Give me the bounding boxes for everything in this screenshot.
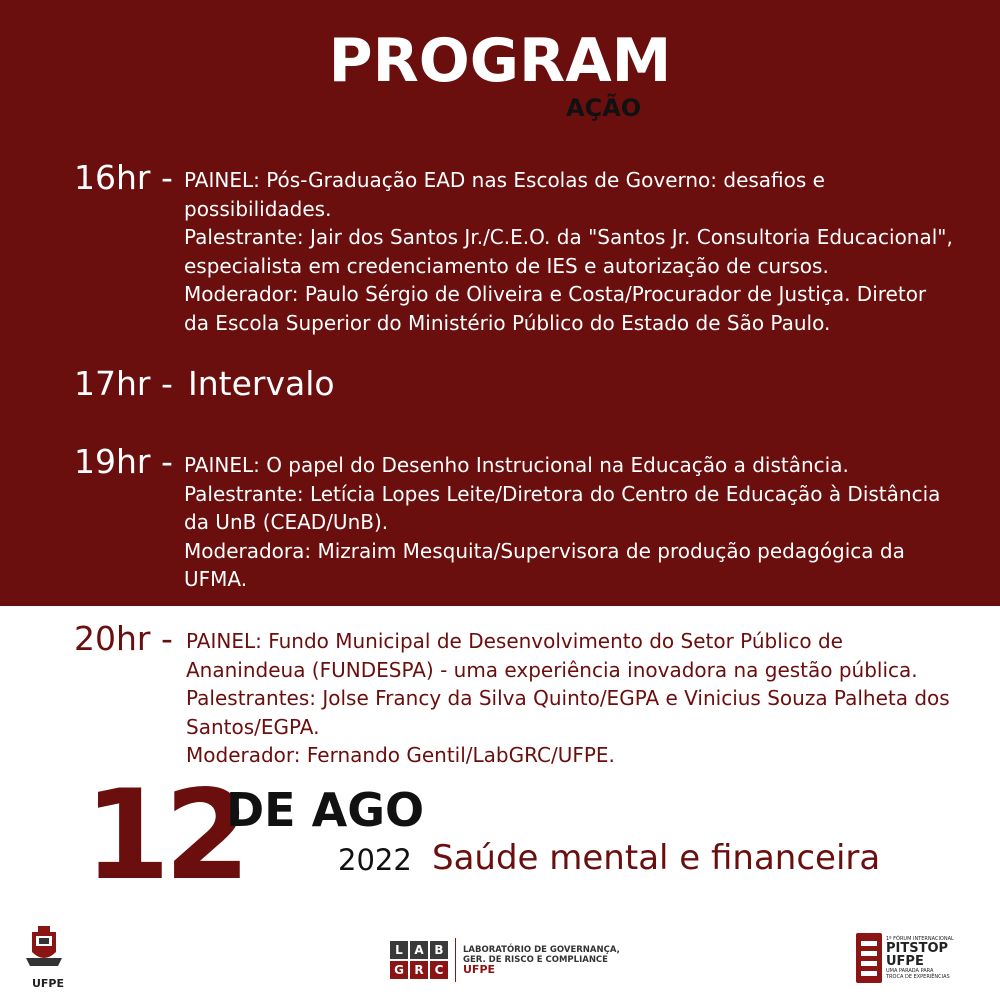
labgrc-line: GER. DE RISCO E COMPLIANCE <box>463 955 608 965</box>
labgrc-cell: R <box>410 961 428 979</box>
slot-time-16: 16hr - <box>74 158 173 197</box>
ufpe-logo-label: UFPE <box>31 977 65 990</box>
page-subtitle: AÇÃO <box>566 94 642 122</box>
slot-line: PAINEL: Fundo Municipal de Desenvolvimento do Setor Público de <box>186 629 843 653</box>
labgrc-text <box>463 945 620 975</box>
slot-line: Palestrantes: Jolse Francy da Silva Quinto/EGPA e Vinicius Souza Palheta dos <box>186 686 950 710</box>
labgrc-cell: C <box>430 961 448 979</box>
slot-time-20: 20hr - <box>74 619 173 658</box>
date-day: 12 <box>84 764 245 908</box>
slot-description-16 <box>184 166 953 337</box>
labgrc-cell: A <box>410 941 428 959</box>
labgrc-line: LABORATÓRIO DE GOVERNANÇA, <box>463 945 620 955</box>
event-theme: Saúde mental e financeira <box>432 838 881 878</box>
pitstop-mark-icon <box>856 933 882 983</box>
slot-line: Palestrante: Jair dos Santos Jr./C.E.O. da "Santos Jr. Consultoria Educacional", <box>184 225 953 249</box>
pitstop-logo <box>856 933 954 983</box>
pitstop-line: UFPE <box>886 954 924 969</box>
slot-description-19 <box>184 451 940 594</box>
ufpe-crest-icon <box>24 924 64 970</box>
slot-line: da UnB (CEAD/UnB). <box>184 510 389 534</box>
slot-line: possibilidades. <box>184 196 332 221</box>
labgrc-cell: L <box>390 941 408 959</box>
labgrc-cell: B <box>430 941 448 959</box>
pitstop-line: PITSTOP <box>886 941 949 956</box>
slot-line: Santos/EGPA. <box>186 714 320 739</box>
slot-line: PAINEL: Pós-Graduação EAD nas Escolas de Governo: desafios e <box>184 168 825 192</box>
labgrc-cell: G <box>390 961 408 979</box>
labgrc-logo <box>390 935 620 985</box>
slot-line: especialista em credenciamento de IES e autorização de cursos. <box>184 253 829 278</box>
slot-line: Ananindeua (FUNDESPA) - uma experiência inovadora na gestão pública. <box>186 657 918 682</box>
slot-time-17: 17hr - <box>74 364 173 403</box>
slot-line: PAINEL: O papel do Desenho Instrucional na Educação a distância. <box>184 453 849 477</box>
page-title: PROGRAM <box>328 26 672 96</box>
pitstop-text <box>886 936 954 980</box>
slot-line: Moderador: Fernando Gentil/LabGRC/UFPE. <box>186 743 615 767</box>
slot-title-intervalo: Intervalo <box>188 364 335 403</box>
ufpe-logo <box>24 924 72 990</box>
slot-line: UFMA. <box>184 567 248 591</box>
date-year: 2022 <box>338 843 412 877</box>
slot-line: Moderadora: Mizraim Mesquita/Supervisora de produção pedagógica da <box>184 538 905 563</box>
slot-time-19: 19hr - <box>74 442 173 481</box>
slot-description-20 <box>186 627 950 770</box>
slot-line: Palestrante: Letícia Lopes Leite/Diretora do Centro de Educação à Distância <box>184 481 941 506</box>
pitstop-line: TROCA DE EXPERIÊNCIAS <box>886 974 950 980</box>
date-month: DE AGO <box>226 783 425 837</box>
slot-line: da Escola Superior do Ministério Público do Estado de São Paulo. <box>184 310 831 335</box>
labgrc-mark <box>390 941 448 979</box>
slot-line: Moderador: Paulo Sérgio de Oliveira e Costa/Procurador de Justiça. Diretor <box>184 282 927 306</box>
labgrc-divider <box>455 938 456 982</box>
labgrc-line: UFPE <box>463 963 496 976</box>
pitstop-line: UMA PARADA PARA <box>886 968 934 974</box>
pitstop-line: 1º FÓRUM INTERNACIONAL <box>886 936 954 942</box>
